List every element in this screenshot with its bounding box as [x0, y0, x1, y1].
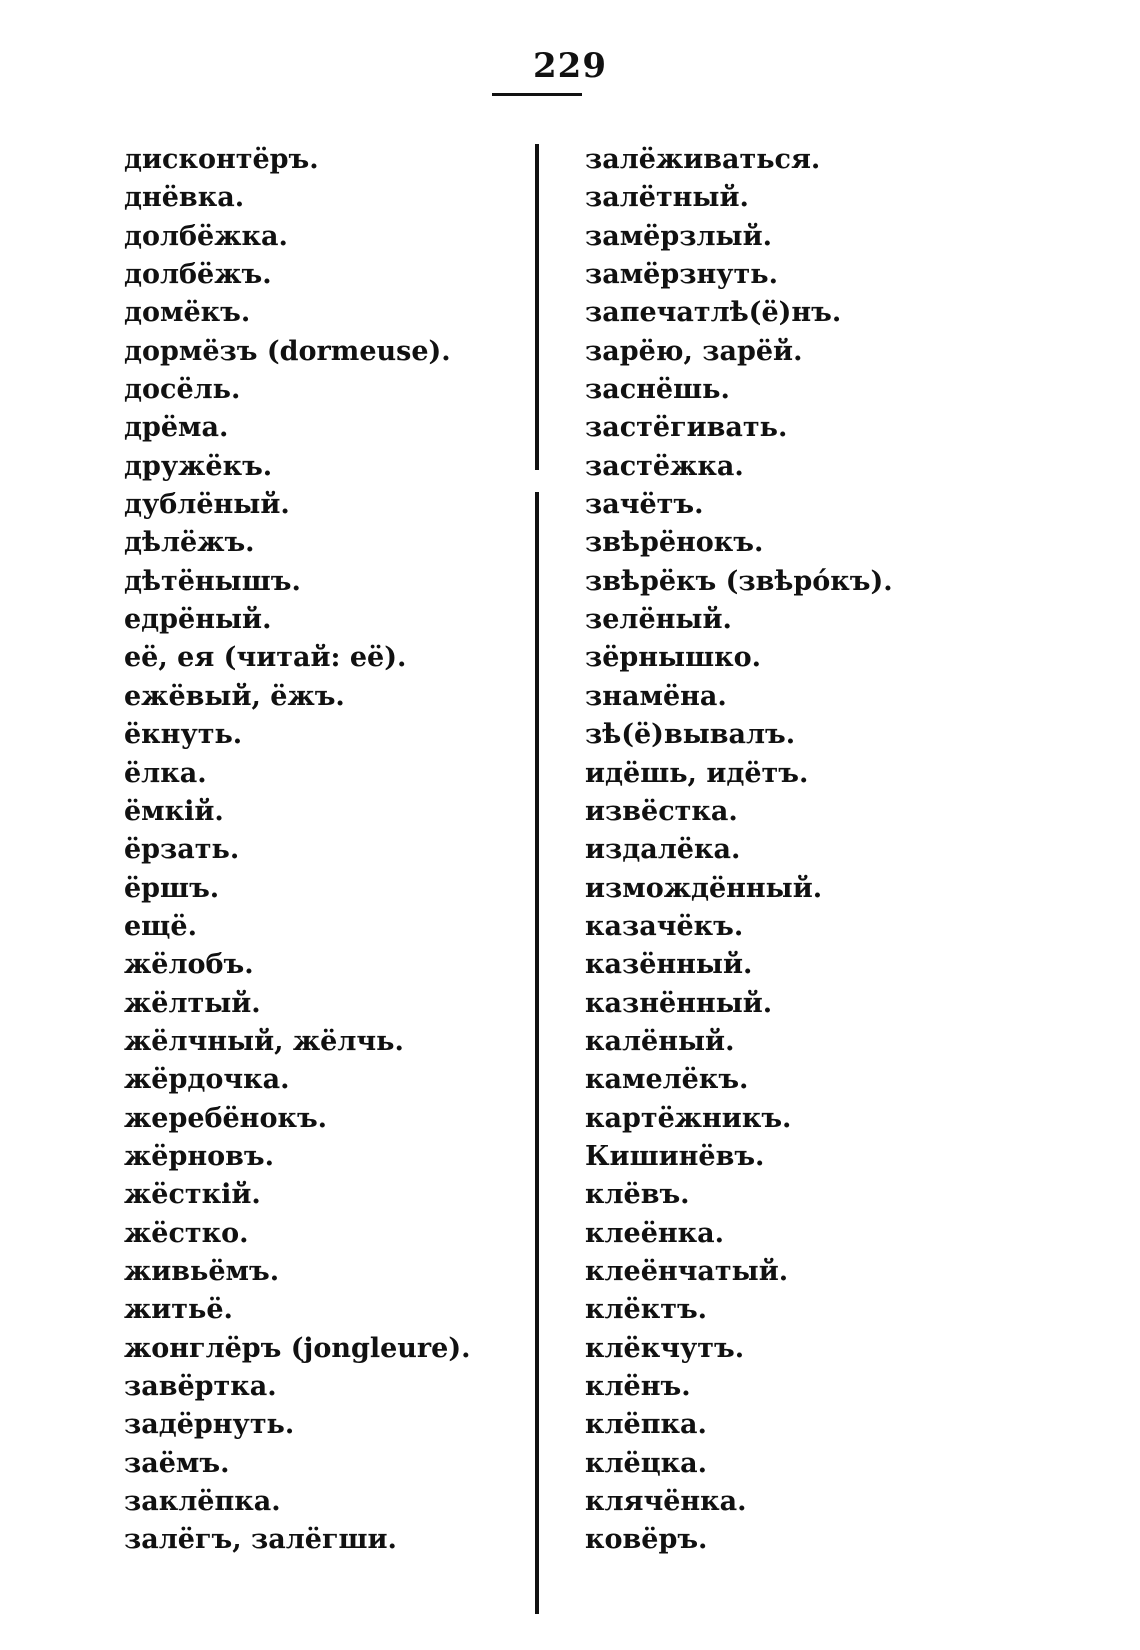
word-entry: клёвъ. [585, 1179, 690, 1211]
right-word-column [585, 141, 893, 1560]
column-divider [535, 144, 539, 1614]
left-word-column [124, 141, 471, 1560]
word-entry: живьёмъ. [124, 1255, 280, 1287]
word-entry: клёкчутъ. [585, 1332, 745, 1364]
word-entry: зёрнышко. [585, 642, 762, 674]
word-entry: извёстка. [585, 795, 738, 827]
word-entry: залёгъ, залёгши. [124, 1524, 397, 1556]
word-entry: казённый. [585, 949, 753, 981]
word-entry: ёмкій. [124, 795, 224, 827]
word-entry: дрёма. [124, 412, 229, 444]
word-entry: ёршъ. [124, 872, 220, 904]
word-entry: издалёка. [585, 834, 741, 866]
word-entry: Кишинёвъ. [585, 1140, 765, 1172]
word-entry: дѣтёнышъ. [124, 565, 301, 597]
word-entry: клячёнка. [585, 1486, 747, 1518]
word-entry: зелёный. [585, 604, 732, 636]
word-entry: задёрнуть. [124, 1409, 295, 1441]
word-entry: её, ея (читай: её). [124, 642, 407, 674]
word-entry: зачётъ. [585, 489, 704, 521]
word-entry: дублёный. [124, 489, 290, 521]
word-entry: заёмъ. [124, 1447, 230, 1479]
word-entry: клеёнчатый. [585, 1255, 789, 1287]
word-entry: клёнъ. [585, 1371, 691, 1402]
word-entry: клёктъ. [585, 1294, 708, 1326]
word-entry: звѣрёнокъ. [585, 527, 764, 559]
word-entry: едрёный. [124, 604, 272, 636]
word-entry: залётный. [585, 182, 749, 214]
word-entry: казачёкъ. [585, 910, 744, 942]
word-entry: казнённый. [585, 987, 773, 1019]
word-entry: ёлка. [124, 757, 207, 789]
word-entry: камелёкъ. [585, 1064, 749, 1096]
word-entry: звѣрёкъ (звѣрóкъ). [585, 565, 893, 597]
word-entry: ёкнуть. [124, 719, 243, 751]
word-entry: завёртка. [124, 1371, 277, 1402]
word-entry: картёжникъ. [585, 1102, 792, 1134]
word-entry: жёлчный, жёлчь. [124, 1025, 404, 1057]
word-entry: измождённый. [585, 872, 823, 904]
page-number-underline [492, 93, 582, 96]
word-entry: калёный. [585, 1025, 735, 1057]
word-entry: дѣлёжъ. [124, 527, 255, 559]
word-entry: домёкъ. [124, 297, 251, 329]
word-entry: жёсткій. [124, 1179, 261, 1211]
word-entry: дружёкъ. [124, 450, 273, 482]
word-entry: зарёю, зарёй. [585, 335, 803, 367]
word-entry: долбёжъ. [124, 259, 272, 291]
word-entry: зѣ(ё)вывалъ. [585, 719, 796, 751]
word-entry: знамёна. [585, 680, 727, 712]
word-entry: клеёнка. [585, 1217, 725, 1249]
word-entry: дормёзъ (dormeuse). [124, 335, 451, 367]
word-entry: долбёжка. [124, 220, 288, 252]
word-entry: заснёшь. [585, 374, 730, 406]
word-entry: жёлтый. [124, 987, 261, 1019]
word-entry: дисконтёръ. [124, 144, 319, 175]
word-entry: днёвка. [124, 182, 245, 214]
word-entry: идёшь, идётъ. [585, 757, 809, 789]
column-divider-break [533, 470, 541, 492]
word-entry: ежёвый, ёжъ. [124, 680, 345, 712]
word-entry: застёжка. [585, 450, 744, 482]
word-entry: ковёръ. [585, 1524, 708, 1556]
word-entry: ёрзать. [124, 834, 240, 866]
word-entry: клёпка. [585, 1409, 707, 1441]
word-entry: житьё. [124, 1294, 233, 1326]
word-entry: замёрзлый. [585, 220, 772, 252]
page-number: 229 [533, 46, 607, 86]
word-entry: жёрдочка. [124, 1064, 290, 1096]
word-entry: клёцка. [585, 1447, 708, 1479]
word-entry: жёрновъ. [124, 1140, 274, 1172]
word-entry: жеребёнокъ. [124, 1102, 328, 1134]
word-entry: залёживаться. [585, 144, 821, 175]
word-entry: жёстко. [124, 1217, 249, 1249]
word-entry: жонглёръ (jongleure). [124, 1332, 471, 1364]
word-entry: застёгивать. [585, 412, 788, 444]
word-entry: заклёпка. [124, 1486, 281, 1518]
word-entry: досёль. [124, 374, 241, 406]
word-entry: ещё. [124, 910, 197, 942]
word-entry: жёлобъ. [124, 949, 254, 981]
word-entry: замёрзнуть. [585, 259, 778, 291]
word-entry: запечатлѣ(ё)нъ. [585, 297, 842, 329]
